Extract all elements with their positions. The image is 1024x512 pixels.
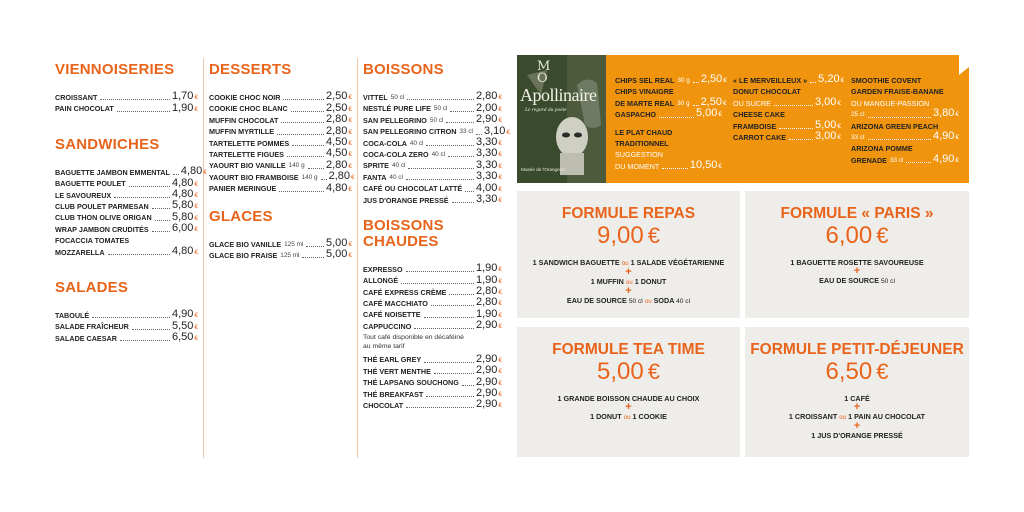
leader-dots	[426, 396, 474, 397]
leader-dots	[424, 317, 474, 318]
menu-item-price: 4,80€	[325, 181, 352, 194]
menu-item-name: WRAP JAMBON CRUDITÉS	[55, 224, 149, 234]
leader-dots	[100, 99, 170, 100]
menu-item-name: PAIN CHOCOLAT	[55, 104, 114, 114]
menu-item-price: 2,80€	[475, 90, 502, 103]
menu-item-name: THÉ EARL GREY	[363, 355, 422, 365]
menu-item-name: CAFÉ NOISETTE	[363, 310, 421, 320]
menu-row: « LE MERVEILLEUX » 5,20€	[733, 72, 845, 85]
menu-row-label: DONUT CHOCOLAT	[733, 87, 801, 97]
leader-dots	[132, 329, 170, 330]
leader-dots	[292, 145, 324, 146]
formule-repas-box	[517, 191, 740, 318]
menu-item-price: 3,30€	[475, 170, 502, 183]
menu-item-price: 4,80€	[171, 187, 198, 200]
menu-item-price: 5,80€	[171, 210, 198, 223]
leader-dots	[287, 156, 324, 157]
formule-line: 1 MUFFIN ou 1 DONUT	[590, 277, 667, 286]
menu-item-price: 2,90€	[475, 387, 502, 399]
section-title-glaces: GLACES	[209, 207, 273, 225]
formule-title: FORMULE PETIT-DÉJEUNER	[750, 341, 964, 358]
menu-item	[363, 115, 502, 126]
poster-title: Apollinaire	[520, 85, 597, 105]
menu-item-price: 3,30€	[475, 147, 502, 160]
menu-item-name: THÉ LAPSANG SOUCHONG	[363, 378, 459, 388]
menu-item-size: 50 cl	[390, 93, 405, 101]
menu-item-price: 2,80€	[325, 158, 352, 171]
column-divider	[357, 58, 358, 458]
formule-tea-time-box	[517, 327, 740, 457]
formule-line: 1 BAGUETTE ROSETTE SAVOUREUSE	[790, 258, 924, 267]
menu-item-price: 1,90€	[171, 101, 198, 114]
menu-item-name: GLACE BIO VANILLE	[209, 239, 282, 249]
leader-dots	[321, 179, 327, 180]
menu-item-name: COCA-COLA ZERO	[363, 149, 429, 159]
menu-item	[55, 103, 198, 114]
column-divider	[203, 58, 204, 458]
leader-dots	[173, 174, 179, 175]
menu-item-price: 2,80€	[475, 296, 502, 309]
menu-item	[209, 183, 352, 194]
plus-sign: +	[625, 266, 632, 278]
poster-footer: Musée de l'Orangerie	[521, 167, 565, 172]
menu-item	[209, 250, 352, 261]
menu-item-price: 4,50€	[325, 135, 352, 148]
menu-item-price: 1,90€	[475, 273, 502, 286]
menu-column-3	[363, 61, 510, 411]
leader-dots	[424, 362, 474, 363]
menu-row: DU MOMENT 10,50€	[615, 158, 722, 171]
menu-row-label: ARIZONA POMME	[851, 144, 913, 154]
menu-item-size: 40 cl	[391, 162, 406, 170]
formule-title: FORMULE REPAS	[561, 205, 696, 222]
leader-dots	[431, 305, 474, 306]
section-title-viennoiseries: VIENNOISERIES	[55, 61, 175, 78]
leader-dots	[117, 111, 170, 112]
menu-row-label: TRADITIONNEL	[615, 138, 669, 148]
menu-item-price: 3,30€	[475, 192, 502, 205]
leader-dots	[462, 385, 474, 386]
menu-item-price: 2,00€	[475, 101, 502, 114]
menu-item-size: 40 cl	[389, 173, 403, 181]
menu-row: CHIPS SEL REAL 30 g 2,50€	[615, 72, 727, 85]
leader-dots	[279, 191, 324, 192]
menu-item-name: CAFÉ MACCHIATO	[363, 299, 428, 309]
menu-item	[55, 244, 198, 258]
formule-paris-box	[745, 191, 969, 318]
menu-item-name: CAFÉ OU CHOCOLAT LATTÉ	[363, 184, 463, 194]
poster-statue-image	[517, 55, 606, 183]
formule-title: FORMULE TEA TIME	[552, 341, 705, 358]
banner-column-drinks	[851, 75, 959, 166]
menu-item-name: ALLONGÉ	[363, 276, 399, 286]
menu-row-label: ARIZONA GREEN PEACH	[851, 121, 939, 131]
formule-line: 1 SANDWICH BAGUETTE ou 1 SALADE VÉGÉTARIENNE	[532, 258, 725, 267]
menu-item-name: BAGUETTE JAMBON EMMENTAL	[55, 167, 170, 177]
menu-row-label: LE PLAT CHAUD	[615, 127, 673, 137]
menu-item-price: 5,00€	[325, 248, 352, 261]
section-title-salades: SALADES	[55, 278, 129, 296]
menu-item-name: VITTEL	[363, 92, 388, 102]
menu-row: GASPACHO 5,00€	[615, 107, 722, 120]
menu-item-name: GLACE BIO FRAISE	[209, 250, 278, 260]
leader-dots	[450, 111, 474, 112]
menu-item-name: TARTELETTE FIGUES	[209, 149, 284, 159]
menu-item-name: NESTLÉ PURE LIFE	[363, 104, 431, 114]
menu-item-price: 2,90€	[475, 364, 502, 377]
menu-row-label: OU MANGUE-PASSION	[851, 98, 930, 108]
menu-item-size: 50 cl	[429, 116, 444, 124]
leader-dots	[306, 246, 324, 247]
formule-line: 1 JUS D'ORANGE PRESSÉ	[811, 431, 903, 440]
leader-dots	[120, 340, 170, 341]
menu-row: OU SUCRE 3,00€	[733, 95, 841, 108]
menu-row: GRENADE 33 cl 4,90€	[851, 152, 959, 165]
leader-dots	[92, 317, 170, 318]
menu-item-price: 5,00€	[325, 236, 352, 249]
menu-item-name: CROISSANT	[55, 92, 98, 102]
menu-item-price: 2,50€	[325, 101, 352, 114]
menu-item-price: 6,50€	[171, 331, 198, 344]
menu-column-2	[209, 61, 355, 261]
menu-row: FRAMBOISE 5,00€	[733, 118, 841, 131]
leader-dots	[302, 257, 323, 258]
menu-item-size: 50 cl	[433, 105, 448, 113]
menu-item-price: 3,10€	[483, 124, 510, 137]
leader-dots	[281, 122, 324, 123]
leader-dots	[406, 179, 474, 180]
menu-item-name: COOKIE CHOC NOIR	[209, 92, 281, 102]
menu-item-price: 2,80€	[475, 285, 502, 298]
menu-row: CARROT CAKE 3,00€	[733, 129, 841, 142]
leader-dots	[152, 208, 170, 209]
formule-price: 9,00 €	[597, 222, 660, 249]
leader-dots	[406, 407, 474, 408]
menu-item-name: JUS D'ORANGE PRESSÉ	[363, 195, 449, 205]
menu-item-name: CAPPUCCINO	[363, 321, 412, 331]
menu-item-name: EXPRESSO	[363, 264, 403, 274]
menu-item-name: COOKIE CHOC BLANC	[209, 104, 288, 114]
menu-item	[363, 321, 502, 332]
menu-item-price: 3,30€	[475, 135, 502, 148]
formule-line: 1 CAFÉ	[844, 394, 870, 403]
leader-dots	[406, 271, 474, 272]
menu-item-name: MUFFIN CHOCOLAT	[209, 115, 279, 125]
menu-item-name: TABOULÉ	[55, 310, 90, 320]
menu-item-size: 125 ml	[280, 251, 300, 259]
decaf-note: Tout café disponible en décaféiné au même tarif	[363, 334, 464, 350]
menu-item	[55, 224, 198, 235]
leader-dots	[476, 134, 482, 135]
menu-row-label: GARDEN FRAISE-BANANE	[851, 87, 944, 97]
menu-row-label: SMOOTHIE COVENT	[851, 76, 922, 85]
formule-petit-dejeuner-box	[745, 327, 969, 457]
banner-column-desserts	[733, 72, 845, 143]
leader-dots	[401, 283, 474, 284]
poster-mo-logo: MO	[537, 59, 551, 86]
leader-dots	[414, 328, 474, 329]
menu-row: 25 cl 3,80€	[851, 107, 959, 120]
formule-line: 1 CROISSANT ou 1 PAIN AU CHOCOLAT	[788, 412, 926, 421]
leader-dots	[408, 168, 473, 169]
menu-item-name: THÉ VERT MENTHE	[363, 366, 431, 376]
menu-item-name: SAN PELLEGRINO CITRON	[363, 127, 457, 137]
menu-item-price: 4,80€	[171, 176, 198, 189]
plus-sign: +	[853, 420, 861, 432]
leader-dots	[449, 294, 473, 295]
leader-dots	[291, 111, 324, 112]
menu-item-price: 1,90€	[475, 307, 502, 320]
menu-item-name: CAFÉ EXPRESS CRÈME	[363, 287, 447, 297]
menu-item-name: COCA-COLA	[363, 138, 407, 148]
menu-item	[363, 192, 502, 206]
menu-item-price: 4,80€	[180, 165, 207, 178]
section-title-boissons-chaudes: BOISSONS CHAUDES	[363, 216, 444, 250]
menu-item-price: 2,50€	[325, 90, 352, 103]
leader-dots	[448, 156, 474, 157]
menu-item-name: CLUB POULET PARMESAN	[55, 201, 149, 211]
menu-item-name: CLUB THON OLIVE ORIGAN	[55, 213, 152, 223]
section-title-desserts: DESSERTS	[209, 61, 292, 78]
menu-item-name: TARTELETTE POMMES	[209, 138, 290, 148]
menu-row-label: CHIPS VINAIGRE	[615, 87, 674, 97]
menu-item	[55, 333, 198, 344]
formule-line: 1 DONUT ou 1 COOKIE	[590, 412, 667, 421]
leader-dots	[114, 197, 170, 198]
menu-item-price: 6,00€	[171, 222, 198, 235]
menu-row-label: SUGGESTION	[615, 150, 663, 160]
leader-dots	[277, 134, 324, 135]
menu-item-price: 2,90€	[475, 398, 502, 411]
menu-item-price: 2,90€	[475, 113, 502, 126]
menu-item-name: PANIER MERINGUE	[209, 184, 277, 194]
formule-price: 5,00 €	[597, 358, 660, 385]
section-title-boissons: BOISSONS	[363, 61, 444, 78]
leader-dots	[407, 99, 474, 100]
leader-dots	[426, 145, 474, 146]
leader-dots	[155, 220, 170, 221]
formule-price: 6,00 €	[825, 222, 889, 249]
leader-dots	[308, 168, 324, 169]
menu-item-name: MUFFIN MYRTILLE	[209, 127, 275, 137]
menu-item-name: THÉ BREAKFAST	[363, 389, 424, 399]
poster-subtitle: Le regard du poète	[525, 107, 567, 113]
menu-item-price: 4,50€	[325, 147, 352, 160]
menu-item-price: 2,90€	[475, 352, 502, 365]
menu-item-price: 2,90€	[475, 319, 502, 332]
leader-dots	[452, 202, 474, 203]
leader-dots	[465, 191, 474, 192]
menu-column-1	[55, 61, 207, 344]
menu-item-price: 4,00€	[475, 181, 502, 194]
menu-item-size: 33 cl	[459, 128, 473, 136]
plus-sign: +	[853, 401, 861, 413]
menu-item-price: 1,70€	[171, 90, 198, 103]
menu-item-name: SALADE FRAÎCHEUR	[55, 322, 129, 332]
menu-row: DE MARTE REAL 30 g 2,50€	[615, 95, 727, 108]
leader-dots	[446, 122, 474, 123]
formule-price: 6,50 €	[825, 358, 889, 385]
plus-sign: +	[625, 401, 632, 413]
menu-item-size: 140 g	[301, 173, 318, 181]
menu-item-name: SAN PELLEGRINO	[363, 115, 427, 125]
menu-item-price: 4,90€	[171, 308, 198, 321]
menu-item-name: YAOURT BIO FRAMBOISE	[209, 172, 299, 182]
formule-line: EAU DE SOURCE 50 cl	[819, 276, 895, 285]
menu-item-name: SALADE CAESAR	[55, 333, 117, 343]
menu-item-name: SPRITE	[363, 161, 389, 171]
menu-item-price: 3,30€	[475, 158, 502, 171]
plus-sign: +	[853, 265, 861, 277]
leader-dots	[283, 99, 323, 100]
menu-item-price: 2,80€	[325, 124, 352, 137]
menu-item-name: YAOURT BIO VANILLE	[209, 161, 286, 171]
menu-item-name: MOZZARELLA	[55, 247, 105, 257]
menu-item-name: FOCACCIA TOMATES	[55, 236, 130, 246]
menu-item-name: CHOCOLAT	[363, 400, 404, 410]
menu-row-label: CHEESE CAKE	[733, 110, 785, 120]
menu-item-size: 125 ml	[284, 240, 304, 248]
banner-corner	[959, 55, 971, 75]
menu-item-name: BAGUETTE POULET	[55, 179, 126, 189]
formule-line: EAU DE SOURCE 50 cl ou SODA 40 cl	[566, 296, 691, 305]
menu-item-size: 40 cl	[431, 150, 446, 158]
menu-item-name: LE SAVOUREUX	[55, 190, 112, 200]
menu-item-price: 5,50€	[171, 319, 198, 332]
section-title-sandwiches: SANDWICHES	[55, 135, 160, 153]
menu-item-price: 1,90€	[475, 262, 502, 275]
menu-item-price: 4,80€	[171, 244, 198, 257]
menu-item-size: 40 cl	[409, 139, 424, 147]
menu-item-size: 140 g	[288, 162, 305, 170]
menu-item-price: 2,80€	[328, 170, 355, 183]
menu-item-name: FANTA	[363, 172, 387, 182]
leader-dots	[152, 231, 170, 232]
banner-column-snacks	[615, 72, 727, 172]
formule-title: FORMULE « PARIS »	[780, 205, 934, 222]
exhibition-poster	[517, 55, 606, 183]
formule-line: 1 GRANDE BOISSON CHAUDE AU CHOIX	[557, 394, 700, 403]
leader-dots	[129, 186, 170, 187]
menu-row: 33 cl 4,90€	[851, 130, 959, 142]
plus-sign: +	[625, 285, 632, 297]
menu-item	[363, 400, 502, 411]
leader-dots	[434, 373, 474, 374]
menu-item-price: 2,80€	[325, 113, 352, 126]
leader-dots	[108, 254, 170, 255]
menu-item-price: 5,80€	[171, 199, 198, 212]
menu-item-price: 2,90€	[475, 375, 502, 388]
